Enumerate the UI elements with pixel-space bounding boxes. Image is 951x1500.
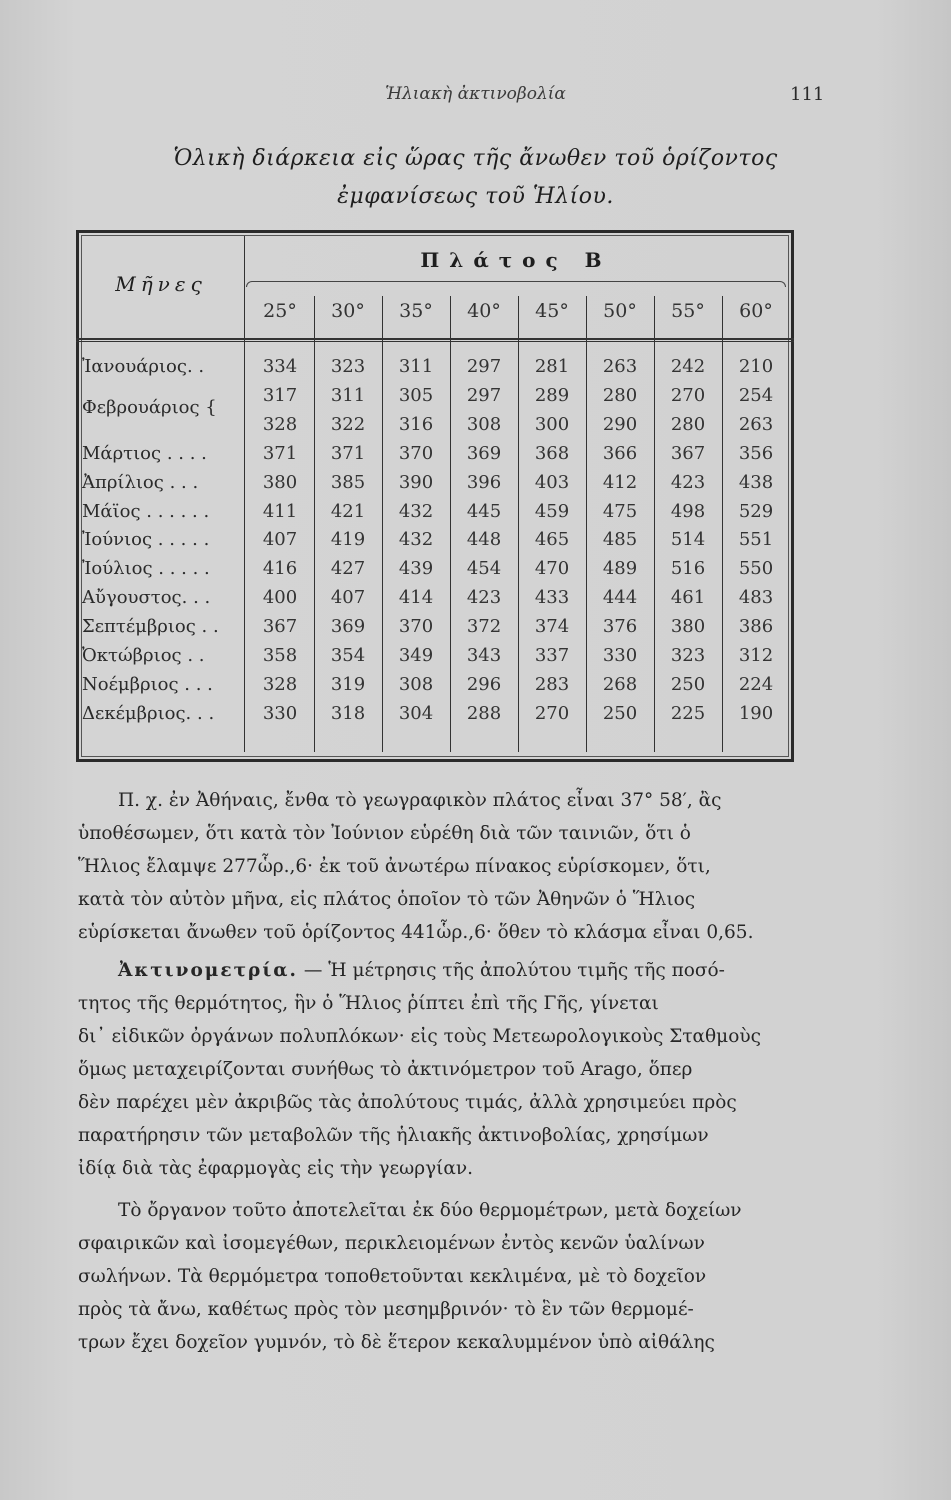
month-label: Ἰούλιος . . . . . xyxy=(82,558,210,580)
month-label: Νοέμβριος . . . xyxy=(82,673,213,695)
month-label: Ἰανουάριος. . xyxy=(82,356,205,377)
table-cell: 550 xyxy=(738,558,774,580)
paragraph-2-line-5: δὲν παρέχει μὲν ἀκριβῶς τὰς ἀπολύτους τιμάς, ἀλλὰ χρησιμεύει πρὸς xyxy=(78,1092,737,1113)
table-cell: 529 xyxy=(738,500,774,522)
table-cell: 498 xyxy=(670,500,706,522)
table-cell: 376 xyxy=(602,616,638,638)
month-label: Σεπτέμβριος . . xyxy=(82,616,219,638)
latitude-degree-header: 25° xyxy=(263,300,297,322)
paragraph-1-line-3: Ἥλιος ἔλαμψε 277ὧρ.,6· ἐκ τοῦ ἀνωτέρω πίνακος εὑρίσκομεν, ὅτι, xyxy=(78,856,711,877)
table-cell: 308 xyxy=(466,413,502,435)
table-cell: 319 xyxy=(330,673,366,695)
month-label: Μάρτιος . . . . xyxy=(82,442,207,464)
table-cell: 283 xyxy=(534,673,570,695)
paragraph-1-line-2: ὑποθέσωμεν, ὅτι κατὰ τὸν Ἰούνιον εὑρέθη διὰ τῶν ταινιῶν, ὅτι ὁ xyxy=(78,823,691,844)
table-cell: 367 xyxy=(262,616,298,638)
table-cell: 190 xyxy=(738,702,774,724)
table-cell: 296 xyxy=(466,673,502,695)
table-cell: 263 xyxy=(738,413,774,435)
table-cell: 380 xyxy=(262,471,298,493)
table-cell: 210 xyxy=(738,356,774,377)
table-cell: 300 xyxy=(534,413,570,435)
paragraph-2-line-2: τητος τῆς θερμότητος, ἣν ὁ Ἥλιος ῥίπτει ἐπὶ τῆς Γῆς, γίνεται xyxy=(78,993,659,1014)
table-cell: 316 xyxy=(398,413,434,435)
table-cell: 396 xyxy=(466,471,502,493)
table-cell: 263 xyxy=(602,356,638,377)
month-label: Φεβρουάριος { xyxy=(82,396,217,418)
table-cell: 412 xyxy=(602,471,638,493)
paragraph-3-line-2: σφαιρικῶν καὶ ἰσομεγέθων, περικλειομένων ἐντὸς κενῶν ὑαλίνων xyxy=(78,1233,705,1254)
table-cell: 432 xyxy=(398,500,434,522)
table-cell: 328 xyxy=(262,413,298,435)
table-cell: 254 xyxy=(738,384,774,406)
table-cell: 280 xyxy=(602,384,638,406)
table-cell: 305 xyxy=(398,384,434,406)
table-cell: 289 xyxy=(534,384,570,406)
table-cell: 268 xyxy=(602,673,638,695)
month-label: Ἀπρίλιος . . . xyxy=(82,471,199,493)
table-cell: 445 xyxy=(466,500,502,522)
column-divider xyxy=(244,236,245,752)
table-cell: 370 xyxy=(398,616,434,638)
section-heading: Ἀκτινομετρία. xyxy=(118,960,298,981)
table-cell: 366 xyxy=(602,442,638,464)
table-cell: 297 xyxy=(466,384,502,406)
paragraph-2-text: — Ἡ μέτρησις τῆς ἀπολύτου τιμῆς τῆς ποσό- xyxy=(303,960,725,981)
table-cell: 386 xyxy=(738,616,774,638)
table-cell: 225 xyxy=(670,702,706,724)
table-cell: 438 xyxy=(738,471,774,493)
table-cell: 343 xyxy=(466,645,502,666)
table-cell: 354 xyxy=(330,645,366,666)
table-cell: 516 xyxy=(670,558,706,580)
latitude-degree-header: 50° xyxy=(603,300,637,322)
paragraph-1-line-4: κατὰ τὸν αὐτὸν μῆνα, εἰς πλάτος ὁποῖον τὸ τῶν Ἀθηνῶν ὁ Ἥλιος xyxy=(78,889,696,910)
latitude-degree-header: 40° xyxy=(467,300,501,322)
table-title-line-2: ἐμφανίσεως τοῦ Ἡλίου. xyxy=(337,184,614,209)
table-cell: 390 xyxy=(398,471,434,493)
table-cell: 297 xyxy=(466,356,502,377)
paragraph-3-line-4: πρὸς τὰ ἄνω, καθέτως πρὸς τὸν μεσημβρινόν· τὸ ἓν τῶν θερμομέ- xyxy=(78,1299,694,1320)
table-cell: 400 xyxy=(262,587,298,609)
table-cell: 444 xyxy=(602,587,638,609)
table-cell: 308 xyxy=(398,673,434,695)
table-cell: 270 xyxy=(670,384,706,406)
table-cell: 334 xyxy=(262,356,298,377)
month-label: Μάϊος . . . . . . xyxy=(82,500,210,522)
table-cell: 403 xyxy=(534,471,570,493)
table-cell: 368 xyxy=(534,442,570,464)
table-cell: 374 xyxy=(534,616,570,638)
table-cell: 281 xyxy=(534,356,570,377)
table-cell: 369 xyxy=(330,616,366,638)
table-cell: 312 xyxy=(738,645,774,666)
page-number: 111 xyxy=(790,84,825,105)
table-cell: 270 xyxy=(534,702,570,724)
table-cell: 551 xyxy=(738,529,774,551)
table-cell: 349 xyxy=(398,645,434,666)
table-cell: 224 xyxy=(738,673,774,695)
table-cell: 288 xyxy=(466,702,502,724)
table-cell: 421 xyxy=(330,500,366,522)
table-cell: 423 xyxy=(466,587,502,609)
table-cell: 380 xyxy=(670,616,706,638)
table-cell: 330 xyxy=(602,645,638,666)
table-cell: 318 xyxy=(330,702,366,724)
table-cell: 461 xyxy=(670,587,706,609)
paragraph-2-line-7: ἰδίᾳ διὰ τὰς ἐφαρμογὰς εἰς τὴν γεωργίαν. xyxy=(78,1158,474,1179)
table-cell: 358 xyxy=(262,645,298,666)
table-cell: 385 xyxy=(330,471,366,493)
table-cell: 317 xyxy=(262,384,298,406)
table-cell: 423 xyxy=(670,471,706,493)
table-cell: 356 xyxy=(738,442,774,464)
table-cell: 514 xyxy=(670,529,706,551)
latitude-degree-header: 45° xyxy=(535,300,569,322)
table-cell: 459 xyxy=(534,500,570,522)
month-label: Ἰούνιος . . . . . xyxy=(82,529,210,551)
table-cell: 369 xyxy=(466,442,502,464)
table-cell: 242 xyxy=(670,356,706,377)
table-cell: 370 xyxy=(398,442,434,464)
month-label: Αὔγουστος. . . xyxy=(82,587,211,609)
latitude-degree-header: 55° xyxy=(671,300,705,322)
table-title-line-1: Ὁλικὴ διάρκεια εἰς ὥρας τῆς ἄνωθεν τοῦ ὁρίζοντος xyxy=(173,146,778,171)
table-cell: 280 xyxy=(670,413,706,435)
table-cell: 371 xyxy=(330,442,366,464)
paragraph-3-line-1: Τὸ ὄργανον τοῦτο ἀποτελεῖται ἐκ δύο θερμομέτρων, μετὰ δοχείων xyxy=(118,1200,742,1221)
table-cell: 330 xyxy=(262,702,298,724)
table-cell: 322 xyxy=(330,413,366,435)
table-cell: 311 xyxy=(330,384,366,406)
month-label: Δεκέμβριος. . . xyxy=(82,702,215,724)
table-header-rule xyxy=(76,338,794,342)
month-label: Ὀκτώβριος . . xyxy=(82,645,205,666)
latitude-degree-header: 30° xyxy=(331,300,365,322)
table-cell: 416 xyxy=(262,558,298,580)
table-cell: 328 xyxy=(262,673,298,695)
paragraph-2-line-3: δι᾿ εἰδικῶν ὀργάνων πολυπλόκων· εἰς τοὺς Μετεωρολογικοὺς Σταθμοὺς xyxy=(78,1026,761,1047)
latitude-degree-header: 60° xyxy=(739,300,773,322)
table-cell: 250 xyxy=(602,702,638,724)
table-cell: 407 xyxy=(330,587,366,609)
paragraph-2-line-4: ὅμως μεταχειρίζονται συνήθως τὸ ἀκτινόμετρον τοῦ Arago, ὅπερ xyxy=(78,1059,693,1080)
table-cell: 439 xyxy=(398,558,434,580)
table-cell: 290 xyxy=(602,413,638,435)
table-cell: 411 xyxy=(262,500,298,522)
table-cell: 311 xyxy=(398,356,434,377)
table-cell: 483 xyxy=(738,587,774,609)
table-cell: 489 xyxy=(602,558,638,580)
paragraph-1-line-1: Π. χ. ἐν Ἀθήναις, ἔνθα τὸ γεωγραφικὸν πλάτος εἶναι 37° 58′, ἂς xyxy=(118,790,722,811)
paragraph-1-line-5: εὑρίσκεται ἄνωθεν τοῦ ὁρίζοντος 441ὧρ.,6· ὅθεν τὸ κλάσμα εἶναι 0,65. xyxy=(78,922,754,943)
table-cell: 367 xyxy=(670,442,706,464)
latitude-degree-header: 35° xyxy=(399,300,433,322)
latitude-header: Πλάτος Β xyxy=(420,248,612,272)
table-cell: 250 xyxy=(670,673,706,695)
table-cell: 470 xyxy=(534,558,570,580)
table-cell: 337 xyxy=(534,645,570,666)
table-cell: 304 xyxy=(398,702,434,724)
table-cell: 475 xyxy=(602,500,638,522)
table-cell: 432 xyxy=(398,529,434,551)
table-cell: 433 xyxy=(534,587,570,609)
running-head: Ἡλιακὴ ἀκτινοβολία xyxy=(385,84,566,104)
paragraph-3-line-5: τρων ἔχει δοχεῖον γυμνόν, τὸ δὲ ἕτερον κεκαλυμμένον ὑπὸ αἰθάλης xyxy=(78,1332,715,1353)
table-cell: 323 xyxy=(330,356,366,377)
latitude-brace xyxy=(246,281,786,287)
table-cell: 448 xyxy=(466,529,502,551)
table-cell: 419 xyxy=(330,529,366,551)
table-cell: 465 xyxy=(534,529,570,551)
table-cell: 427 xyxy=(330,558,366,580)
paragraph-3-line-3: σωλήνων. Τὰ θερμόμετρα τοποθετοῦνται κεκλιμένα, μὲ τὸ δοχεῖον xyxy=(78,1266,707,1287)
table-cell: 372 xyxy=(466,616,502,638)
table-cell: 485 xyxy=(602,529,638,551)
table-cell: 371 xyxy=(262,442,298,464)
table-cell: 414 xyxy=(398,587,434,609)
table-cell: 407 xyxy=(262,529,298,551)
paragraph-2-line-6: παρατήρησιν τῶν μεταβολῶν τῆς ἡλιακῆς ἀκτινοβολίας, χρησίμων xyxy=(78,1125,709,1146)
months-column-header: Μῆνες xyxy=(115,272,207,296)
table-cell: 323 xyxy=(670,645,706,666)
paragraph-2-line-1 xyxy=(118,960,786,981)
table-cell: 454 xyxy=(466,558,502,580)
